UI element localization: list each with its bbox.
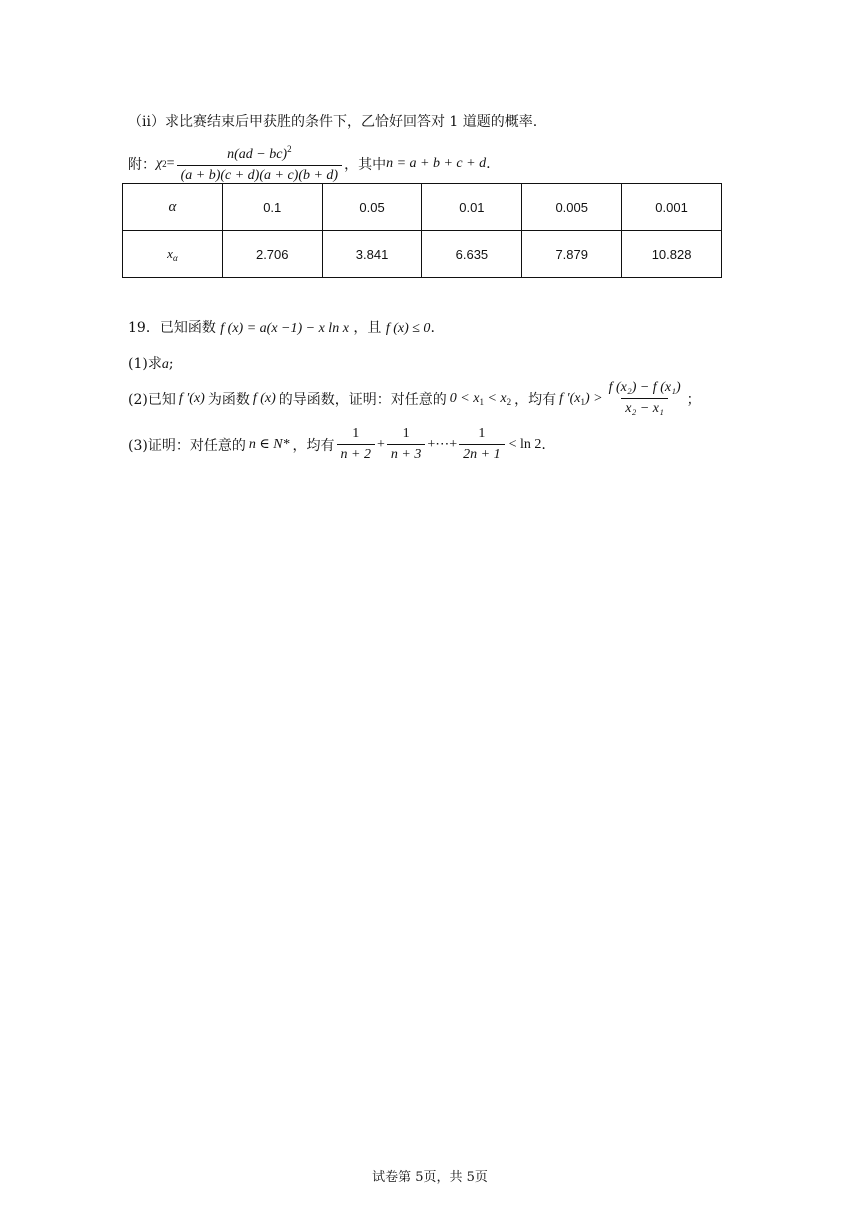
fraction-term-3: $\frac{1}{2n + 1}$ — [459, 426, 504, 463]
fraction-numerator: n(ad − bc)$^2$ — [227, 144, 292, 162]
fraction-denominator: (a + b)(c + d)(a + c)(b + d) — [177, 165, 343, 184]
natural-number-condition: n ∈ N* — [248, 437, 290, 452]
where-text: ，其中 — [344, 157, 387, 173]
table-cell: 0.01 — [422, 184, 522, 231]
table-cell: 2.706 — [222, 231, 322, 278]
appendix-label: 附： — [128, 157, 156, 173]
question-19-part-3: (3)证明：对任意的 n ∈ N* ，均有 $\frac{1}{n + 2}$ + $\frac{1}{n + 3}$ +⋯+ $\frac{1}{2n + 1}$ < ln 2 . — [128, 426, 546, 462]
table-row — [123, 184, 722, 231]
alpha-header: α — [123, 184, 223, 231]
question-19-part-2: (2)已知 f ′(x) 为函数 f (x) 的导函数，证明：对任意的 $0 < x_1 < x_2$ ，均有 f $'(x_1)$ > $\frac{\text{f (x₂) − f (x₁)}}{\text{x₂ − x₁}}$ ； — [128, 380, 701, 416]
appendix-formula — [128, 144, 491, 184]
table-cell: 3.841 — [322, 231, 422, 278]
x-alpha-header: $x_\alpha$ — [123, 231, 223, 278]
function-definition: f (x) = a(x −1) − x ln x — [220, 321, 349, 336]
page-footer: 试卷第 5页，共 5页 — [372, 1170, 488, 1185]
fraction-term-2: $\frac{1}{n + 3}$ — [387, 426, 425, 463]
table-cell: 0.05 — [322, 184, 422, 231]
fraction-term-1: $\frac{1}{n + 2}$ — [337, 426, 375, 463]
ln2-bound: < ln 2 — [508, 436, 542, 452]
variable-order-condition: $0 < x_1 < x_2$ — [449, 390, 512, 407]
question-18-part-ii: （ii）求比赛结束后甲获胜的条件下，乙恰好回答对 1 道题的概率. — [128, 114, 538, 130]
chi-exponent: 2 — [162, 159, 167, 169]
derivative-inequality-lhs: f $'(x_1)$ > — [559, 390, 603, 407]
chi-symbol: χ — [156, 156, 163, 171]
table-cell: 0.1 — [222, 184, 322, 231]
n-definition: n = a + b + c + d — [386, 156, 487, 171]
function-condition: f (x) ≤ 0 — [385, 321, 431, 336]
appendix-end: . — [486, 156, 491, 172]
critical-value-table — [122, 183, 722, 278]
question-19-stem: 19．已知函数 f (x) = a(x −1) − x ln x ，且 f (x) ≤ 0. — [128, 320, 435, 336]
table-cell: 0.001 — [622, 184, 722, 231]
equals-sign: = — [166, 156, 175, 171]
difference-quotient: $\frac{\text{f (x₂) − f (x₁)}}{\text{x₂ − x₁}}$ — [608, 380, 681, 416]
table-cell: 10.828 — [622, 231, 722, 278]
chi-square-fraction — [177, 144, 343, 184]
table-cell: 0.005 — [522, 184, 622, 231]
derivative-symbol: f ′(x) — [178, 390, 205, 406]
table-cell: 6.635 — [422, 231, 522, 278]
table-cell: 7.879 — [522, 231, 622, 278]
question-19-part-1: (1)求a; — [128, 356, 174, 372]
table-row — [123, 231, 722, 278]
